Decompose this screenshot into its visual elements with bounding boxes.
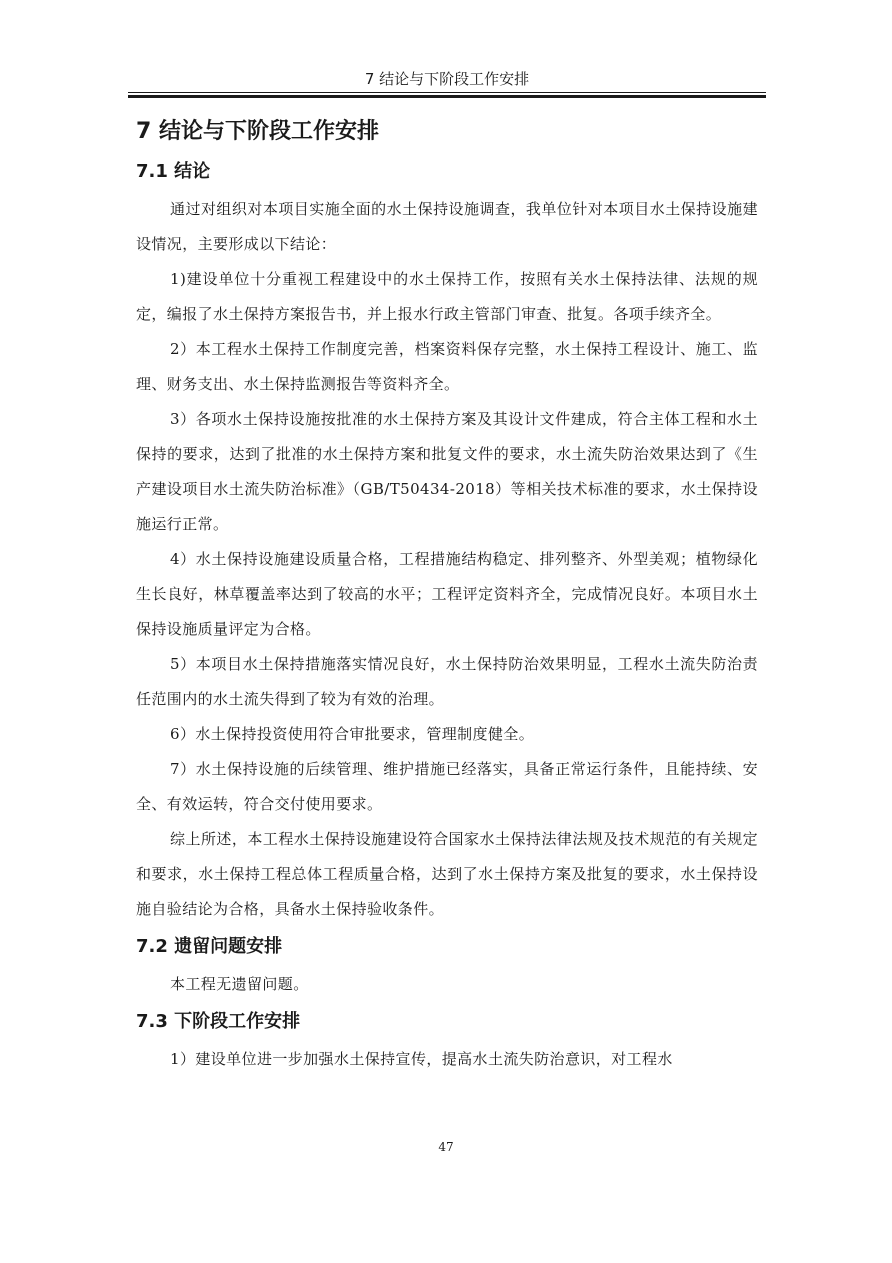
chapter-title: 7 结论与下阶段工作安排 [136,119,379,144]
header-rule-thick [128,95,766,98]
running-header: 7 结论与下阶段工作安排 [364,70,530,88]
section-title-remaining-issues: 7.2 遗留问题安排 [136,936,283,957]
page-content [136,112,758,1077]
paragraph: 综上所述，本工程水土保持设施建设符合国家水土保持法律法规及技术规范的有关规定和要求，水土保持工程总体工程质量合格，达到了水土保持方案及批复的要求，水土保持设施自验结论为合格，具备水土保持验收条件。 [136,830,758,918]
paragraph: 通过对组织对本项目实施全面的水土保持设施调查，我单位针对本项目水土保持设施建设情况，主要形成以下结论： [136,200,758,253]
paragraph: 本工程无遗留问题。 [170,975,309,993]
page-number: 47 [438,1140,454,1154]
paragraph: 4）水土保持设施建设质量合格，工程措施结构稳定、排列整齐、外型美观；植物绿化生长良好，林草覆盖率达到了较高的水平；工程评定资料齐全，完成情况良好。本项目水土保持设施质量评定为合格。 [136,550,758,638]
paragraph: 6）水土保持投资使用符合审批要求，管理制度健全。 [170,725,535,743]
paragraph: 1）建设单位进一步加强水土保持宣传，提高水土流失防治意识，对工程水 [170,1050,673,1068]
paragraph: 7）水土保持设施的后续管理、维护措施已经落实，具备正常运行条件，且能持续、安全、有效运转，符合交付使用要求。 [136,760,758,813]
section-title-next-stage: 7.3 下阶段工作安排 [136,1011,301,1032]
paragraph: 5）本项目水土保持措施落实情况良好，水土保持防治效果明显，工程水土流失防治责任范围内的水土流失得到了较为有效的治理。 [136,655,758,708]
section-title-conclusion: 7.1 结论 [136,161,211,182]
header-rule-thin [128,92,766,93]
paragraph: 3）各项水土保持设施按批准的水土保持方案及其设计文件建成，符合主体工程和水土保持的要求，达到了批准的水土保持方案和批复文件的要求，水土流失防治效果达到了《生产建设项目水土流失防治标准》（GB/T50434-2018）等相关技术标准的要求，水土保持设施运行正常。 [136,410,758,533]
paragraph: 1)建设单位十分重视工程建设中的水土保持工作，按照有关水土保持法律、法规的规定，编报了水土保持方案报告书，并上报水行政主管部门审查、批复。各项手续齐全。 [136,270,758,323]
paragraph: 2）本工程水土保持工作制度完善，档案资料保存完整，水土保持工程设计、施工、监理、财务支出、水土保持监测报告等资料齐全。 [136,340,758,393]
